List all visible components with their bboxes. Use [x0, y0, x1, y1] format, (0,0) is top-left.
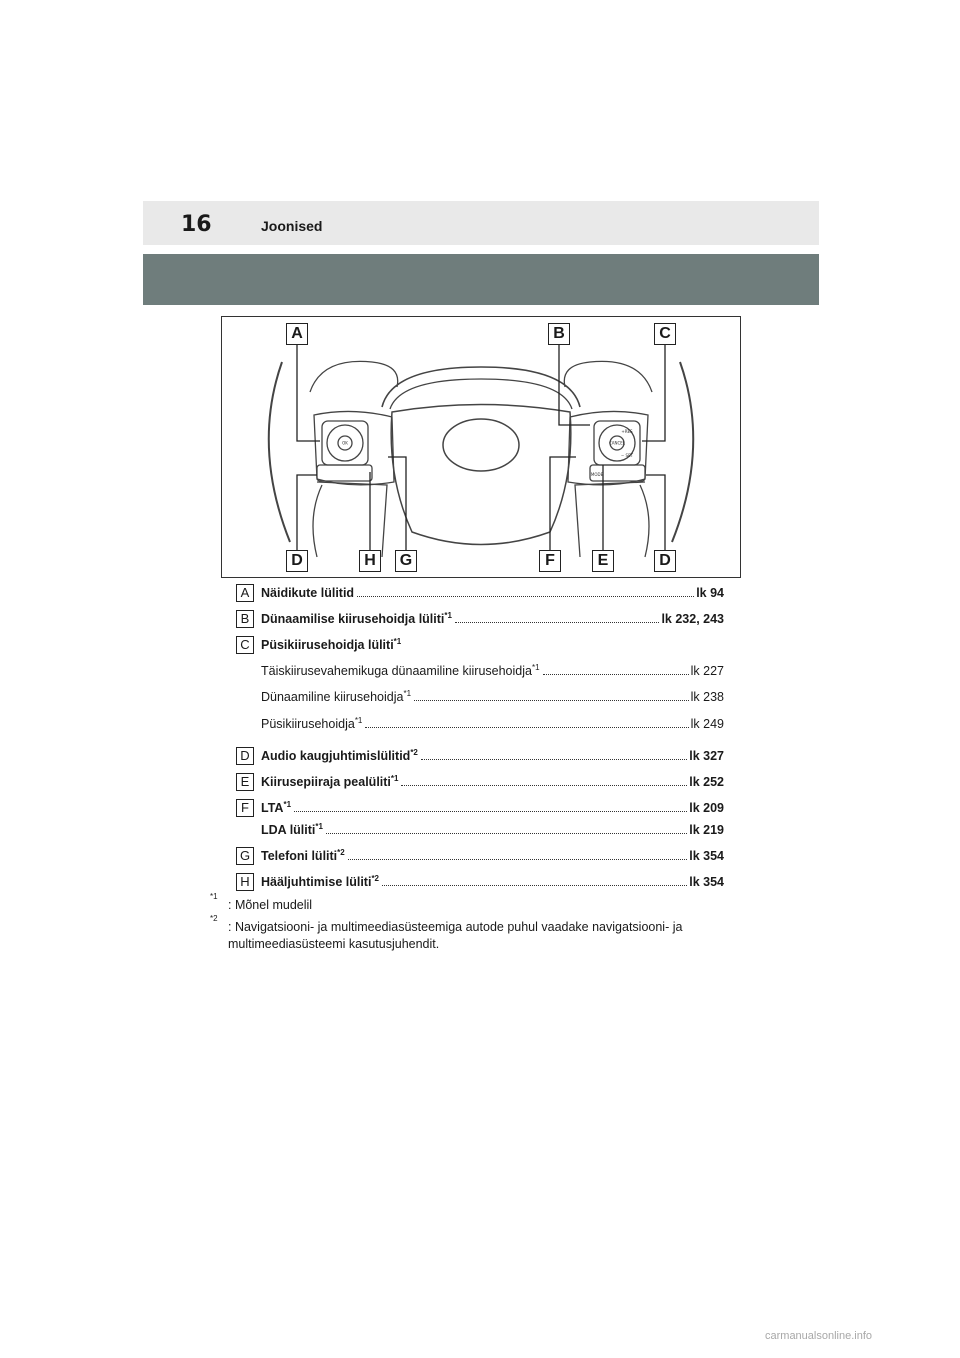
- steering-wheel-figure: [221, 316, 741, 578]
- steering-wheel-illustration: [222, 317, 740, 577]
- page-reference[interactable]: lk 94: [696, 586, 724, 600]
- item-text: Püsikiirusehoidja: [261, 717, 355, 731]
- callout-f: F: [539, 550, 561, 572]
- leader-dots: [365, 727, 688, 728]
- list-item: [236, 799, 724, 819]
- item-label: Telefoni lüliti $^{*2}$ lk 354: [261, 848, 724, 863]
- item-label: LTA $^{*1}$ lk 209: [261, 800, 724, 815]
- footnote-text: : Navigatsiooni- ja multimeediasüsteemiga autode puhul vaadake navigatsiooni- ja multimeediasüsteemi kasutusjuhendit.: [228, 920, 683, 951]
- item-label: Audio kaugjuhtimislülitid $^{*2}$ lk 327: [261, 748, 724, 763]
- page-header: [143, 201, 819, 245]
- page-reference[interactable]: lk 354: [689, 875, 724, 889]
- item-label: Dünaamilise kiirusehoidja lüliti $^{*1}$ lk 232, 243: [261, 611, 724, 626]
- callout-d-right: D: [654, 550, 676, 572]
- footnote-mark: *1: [210, 891, 218, 901]
- leader-dots: [414, 700, 689, 701]
- item-text: Dünaamilise kiirusehoidja lüliti: [261, 612, 445, 626]
- leader-dots: [455, 622, 659, 623]
- set-label: − SET: [620, 453, 634, 458]
- leader-dots: [382, 885, 687, 886]
- item-text: Telefoni lüliti: [261, 849, 338, 863]
- page-reference[interactable]: lk 232, 243: [661, 612, 724, 626]
- watermark: carmanualsonline.info: [765, 1330, 873, 1342]
- page-reference[interactable]: lk 249: [690, 717, 724, 731]
- callout-h: H: [359, 550, 381, 572]
- list-item: [236, 636, 724, 656]
- mode-button-label: MODE: [590, 472, 604, 477]
- leader-dots: [357, 596, 694, 597]
- item-letter: H: [236, 873, 254, 891]
- list-item: [236, 688, 724, 708]
- callout-e: E: [592, 550, 614, 572]
- item-text: Audio kaugjuhtimislülitid: [261, 749, 411, 763]
- item-letter: D: [236, 747, 254, 765]
- item-letter: C: [236, 636, 254, 654]
- page-reference[interactable]: lk 209: [689, 801, 724, 815]
- leader-dots: [543, 674, 689, 675]
- page-number: 16: [181, 212, 212, 237]
- list-item: [236, 662, 724, 682]
- item-label: Püsikiirusehoidja lüliti $^{*1}$: [261, 637, 402, 652]
- list-item: [236, 821, 724, 841]
- footnote-mark: *2: [210, 913, 218, 923]
- footnote-1: [210, 891, 750, 914]
- page-reference[interactable]: lk 354: [689, 849, 724, 863]
- item-text: LTA: [261, 801, 284, 815]
- footnote-2: [210, 913, 750, 953]
- list-item: [236, 847, 724, 867]
- list-item: [236, 873, 724, 893]
- list-item: [236, 715, 724, 735]
- item-letter: G: [236, 847, 254, 865]
- item-letter: E: [236, 773, 254, 791]
- item-label: [261, 586, 724, 600]
- item-text: Dünaamiline kiirusehoidja: [261, 690, 404, 704]
- item-text: Täiskiirusevahemikuga dünaamiline kiirusehoidja: [261, 664, 532, 678]
- list-item: [236, 747, 724, 767]
- page-reference[interactable]: lk 327: [689, 749, 724, 763]
- list-item: [236, 773, 724, 793]
- leader-dots: [294, 811, 687, 812]
- list-item: [236, 584, 724, 604]
- ok-button-label: OK: [342, 440, 348, 446]
- section-title: Joonised: [261, 218, 323, 234]
- item-text: Hääljuhtimise lüliti: [261, 875, 372, 889]
- leader-dots: [326, 833, 687, 834]
- cancel-label: CANCEL: [608, 440, 626, 446]
- footnote-text: : Mõnel mudelil: [228, 898, 313, 912]
- callout-b: B: [548, 323, 570, 345]
- page-reference[interactable]: lk 238: [690, 690, 724, 704]
- callout-c: C: [654, 323, 676, 345]
- item-letter: B: [236, 610, 254, 628]
- callout-g: G: [395, 550, 417, 572]
- item-text: LDA lüliti: [261, 823, 316, 837]
- leader-dots: [401, 785, 687, 786]
- item-text: Kiirusepiiraja pealüliti: [261, 775, 391, 789]
- page-reference[interactable]: lk 227: [690, 664, 724, 678]
- item-label: Hääljuhtimise lüliti $^{*2}$ lk 354: [261, 874, 724, 889]
- item-label: Kiirusepiiraja pealüliti $^{*1}$ lk 252: [261, 774, 724, 789]
- item-label: Täiskiirusevahemikuga dünaamiline kiirusehoidja $^{*1}$ lk 227: [261, 663, 724, 678]
- res-label: +RES: [621, 429, 633, 434]
- list-item: [236, 610, 724, 630]
- item-text: Püsikiirusehoidja lüliti: [261, 638, 394, 652]
- footnotes: [210, 891, 750, 958]
- leader-dots: [348, 859, 688, 860]
- callout-a: A: [286, 323, 308, 345]
- item-label: LDA lüliti $^{*1}$ lk 219: [261, 822, 724, 837]
- callout-d-left: D: [286, 550, 308, 572]
- page-reference[interactable]: lk 219: [689, 823, 724, 837]
- item-letter: A: [236, 584, 254, 602]
- item-text: Näidikute lülitid: [261, 586, 355, 600]
- section-band: [143, 254, 819, 305]
- item-letter: F: [236, 799, 254, 817]
- item-label: Dünaamiline kiirusehoidja $^{*1}$ lk 238: [261, 689, 724, 704]
- item-label: Püsikiirusehoidja $^{*1}$ lk 249: [261, 716, 724, 731]
- leader-dots: [421, 759, 687, 760]
- page-reference[interactable]: lk 252: [689, 775, 724, 789]
